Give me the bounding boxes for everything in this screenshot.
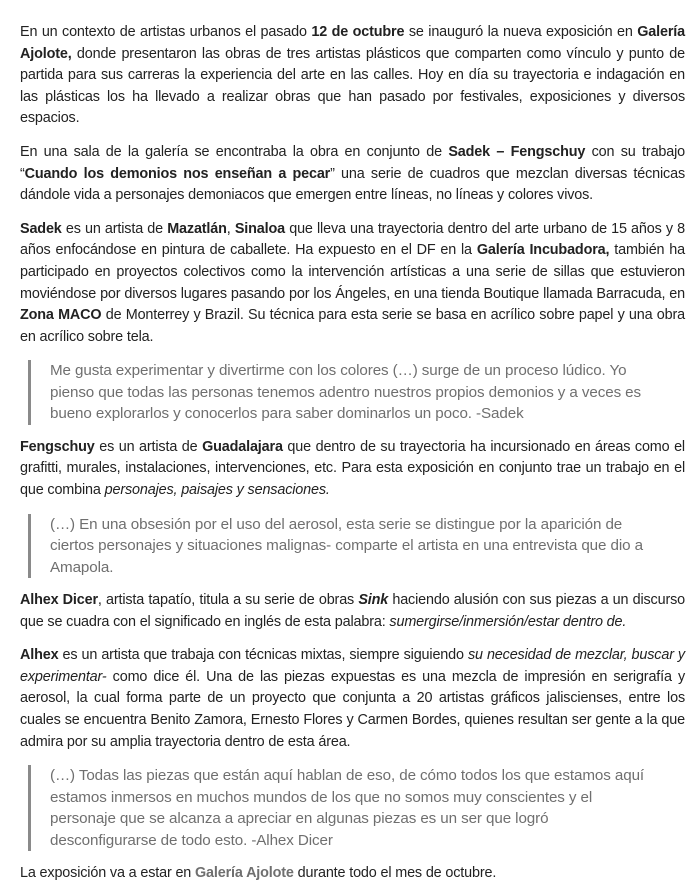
gallery-link[interactable]: Galería Ajolote bbox=[195, 865, 294, 882]
event-date: 12 de octubre bbox=[311, 24, 405, 40]
quote-fengschuy: (…) En una obsesión por el uso del aerosol, esta serie se distingue por la aparición de ciertos personajes y situaciones malignas- comparte el artista en una entrevista que dio a Amapola. bbox=[28, 514, 685, 579]
paragraph-fengschuy: Fengschuy es un artista de Guadalajara que dentro de su trayectoria ha incursionado en áreas como el grafitti, murales, instalaciones, intervenciones, etc. Para esta exposición en conjunto trae un trabajo en el que combina personajes, paisajes y sensaciones. bbox=[20, 438, 685, 498]
series-title: Sink bbox=[358, 592, 389, 609]
paragraph-alhex: Alhex es un artista que trabaja con técnicas mixtas, siempre siguiendo su necesidad de mezclar, buscar y experimentar- como dice él. Una de las piezas expuestas es una mezcla de impresión en serigrafía y aerosol, la cual forma parte de un proyecto que conjunta a 20 artistas gráficos jaliscienses, entre los cuales se encuentra Benito Zamora, Ernesto Flores y Carmen Bordes, quienes resultan ser gente a la que admira por su amplia trayectoria dentro de esta área. bbox=[20, 647, 685, 750]
paragraph-joint-work: En una sala de la galería se encontraba la obra en conjunto de Sadek – Fengschuy con su trabajo “Cuando los demonios nos enseñan a pecar” una serie de cuadros que mezclan diversas técnicas dándole vida a personajes demoniacos que emergen entre líneas, no líneas y colores vivos. bbox=[20, 143, 685, 204]
artists-duo: Sadek – Fengschuy bbox=[448, 143, 586, 160]
artist-name: Fengschuy bbox=[20, 438, 95, 455]
paragraph-closing: La exposición va a estar en Galería Ajolote durante todo el mes de octubre. bbox=[20, 865, 497, 882]
emphasis: sumergirse/inmersión/estar dentro de. bbox=[389, 613, 627, 630]
paragraph-sadek: Sadek es un artista de Mazatlán, Sinaloa que lleva una trayectoria dentro del arte urbano de 15 años y 8 años enfocándose en pintura de caballete. Ha expuesto en el DF en la Galería Incubadora, también ha participado en proyectos colectivos como la intervención artísticas a una serie de sillas que estuvieron moviéndose por diversos lugares pasando por los Ángeles, en una tienda Boutique llamada Barracuda, en Zona MACO de Monterrey y Brazil. Su técnica para esta serie se basa en acrílico sobre papel y una obra en acrílico sobre tela. bbox=[20, 220, 686, 345]
work-title: Cuando los demonios nos enseñan a pecar bbox=[24, 165, 331, 182]
gallery-name: Galería Incubadora, bbox=[476, 242, 610, 259]
fair-name: Zona MACO bbox=[20, 307, 102, 324]
paragraph-alhex-dicer: Alhex Dicer, artista tapatío, titula a su serie de obras Sink haciendo alusión con sus piezas a un discurso que se cuadra con el significado en inglés de esta palabra: sumergirse/inmersión/estar dentro de. bbox=[20, 592, 685, 630]
paragraph-intro: En un contexto de artistas urbanos el pasado 12 de octubre se inauguró la nueva exposición en Galería Ajolote, donde presentaron las obras de tres artistas plásticos que comparten como vínculo y punto de partida para sus carreras la experiencia del arte en las calles. Hoy en día su trayectoria e indagación en las plásticas los ha llevado a realizar obras que han pasado por festivales, exposiciones y diversos espacios. bbox=[20, 24, 685, 127]
artist-name: Alhex bbox=[20, 647, 59, 664]
emphasis: su necesidad de mezclar, buscar y experimentar- bbox=[20, 647, 685, 685]
artist-name: Sadek bbox=[20, 220, 62, 237]
city-name: Guadalajara bbox=[202, 438, 283, 455]
emphasis: personajes, paisajes y sensaciones. bbox=[104, 482, 330, 498]
state-name: Sinaloa bbox=[234, 220, 285, 237]
quote-sadek: Me gusta experimentar y divertirme con los colores (…) surge de un proceso lúdico. Yo pienso que todas las personas tenemos adentro nuestros propios demonios y a veces es bueno explorarlos y conocerlos para saber dominarlos un poco. -Sadek bbox=[28, 360, 685, 425]
gallery-name: Galería Ajolote, bbox=[20, 24, 685, 62]
city-name: Mazatlán bbox=[167, 220, 227, 237]
quote-alhex-dicer: (…) Todas las piezas que están aquí hablan de eso, de cómo todos los que estamos aquí estamos inmersos en muchos mundos de los que no somos muy conscientes y el personaje que se alcanza a apreciar en algunas piezas es un ser que logró desconfigurarse de todo esto. -Alhex Dicer bbox=[28, 765, 685, 851]
artist-name: Alhex Dicer bbox=[20, 592, 98, 609]
